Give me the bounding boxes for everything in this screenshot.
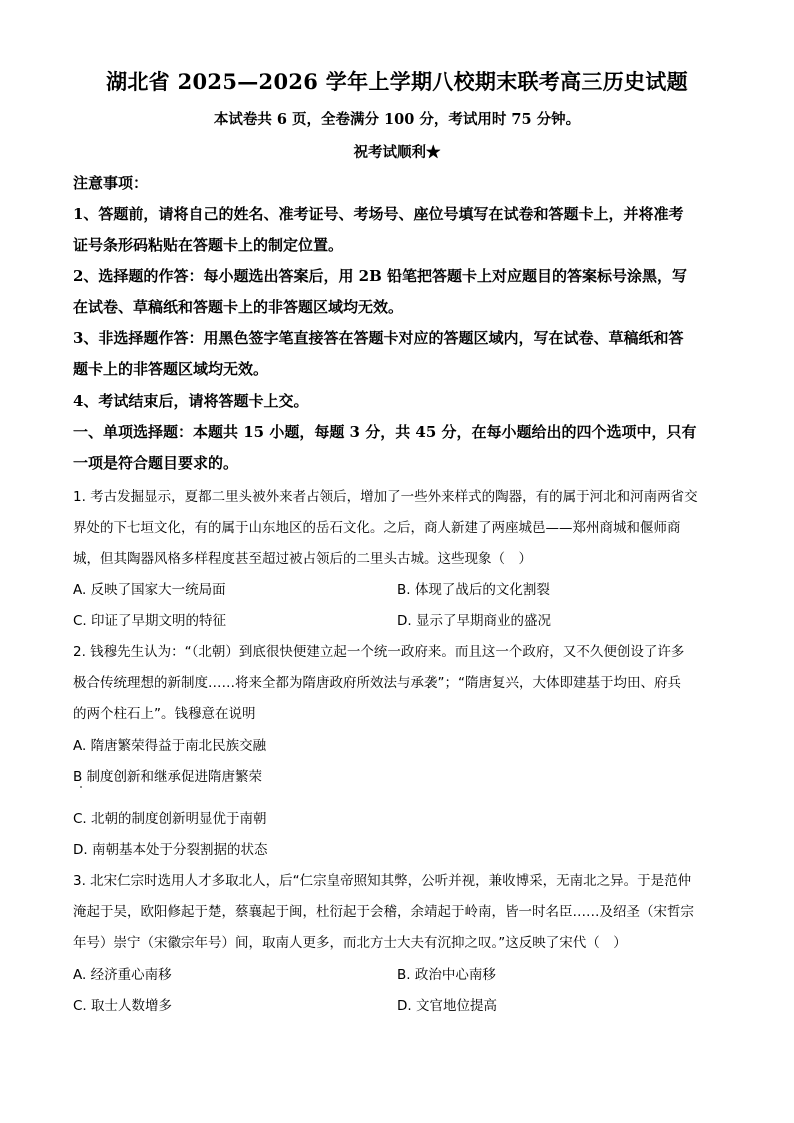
question-1-stem: 城，但其陶器风格多样程度甚至超过被占领后的二里头古城。这些现象（ ） xyxy=(73,551,532,567)
notice-line: 2、选择题的作答：每小题选出答案后，用 2B 铅笔把答题卡上对应题目的答案标号涂黑，写 xyxy=(73,267,688,285)
question-3-stem: 3. 北宋仁宗时选用人才多取北人，后“仁宗皇帝照知其弊，公听并视，兼收博采，无南北之异。于是范仲 xyxy=(73,873,692,889)
section-heading: 一、单项选择题：本题共 15 小题，每题 3 分，共 45 分，在每小题给出的四个选项中，只有 xyxy=(73,423,697,441)
question-1-option-c: C. 印证了早期文明的特征 xyxy=(73,613,227,629)
question-2-stem: 2. 钱穆先生认为：“（北朝）到底很快便建立起一个统一政府来。而且这一个政府，又不久便创设了许多 xyxy=(73,644,685,660)
notice-line: 3、非选择题作答：用黑色签字笔直接答在答题卡对应的答题区域内，写在试卷、草稿纸和答 xyxy=(73,329,684,347)
question-2-stem: 的两个柱石上”。钱穆意在说明 xyxy=(73,706,256,722)
question-1-stem: 1. 考古发掘显示，夏都二里头被外来者占领后，增加了一些外来样式的陶器，有的属于河北和河南两省交 xyxy=(73,489,698,505)
good-luck-line: 祝考试顺利★ xyxy=(353,144,441,161)
question-3-option-d: D. 文官地位提高 xyxy=(397,998,497,1014)
question-3-option-a: A. 经济重心南移 xyxy=(73,967,172,983)
question-2-stem: 极合传统理想的新制度……将来全都为隋唐政府所效法与承袭”；“隋唐复兴，大体即建基于均田、府兵 xyxy=(73,675,681,691)
question-2-option-d: D. 南朝基本处于分裂割据的状态 xyxy=(73,842,268,858)
page-title: 湖北省 2025—2026 学年上学期八校期末联考高三历史试题 xyxy=(106,69,688,94)
notice-line: 4、考试结束后，请将答题卡上交。 xyxy=(73,392,309,410)
question-3-stem: 淹起于吴，欧阳修起于楚，蔡襄起于闽，杜衍起于会稽，余靖起于岭南，皆一时名臣……及绍圣（宋哲宗 xyxy=(73,904,694,920)
section-heading: 一项是符合题目要求的。 xyxy=(73,454,239,472)
notice-heading: 注意事项： xyxy=(73,174,149,192)
notice-line: 证号条形码粘贴在答题卡上的制定位置。 xyxy=(73,236,344,254)
question-1-option-d: D. 显示了早期商业的盛况 xyxy=(397,613,551,629)
question-2-option-a: A. 隋唐繁荣得益于南北民族交融 xyxy=(73,738,267,754)
question-1-option-a: A. 反映了国家大一统局面 xyxy=(73,582,226,598)
notice-line: 题卡上的非答题区域均无效。 xyxy=(73,360,269,378)
question-1-stem: 界处的下七垣文化，有的属于山东地区的岳石文化。之后，商人新建了两座城邑——郑州商城和偃师商 xyxy=(73,520,681,536)
notice-line: 1、答题前，请将自己的姓名、准考证号、考场号、座位号填写在试卷和答题卡上，并将准考 xyxy=(73,205,684,223)
question-2-option-c: C. 北朝的制度创新明显优于南朝 xyxy=(73,811,267,827)
stray-dot xyxy=(80,786,82,788)
question-3-option-b: B. 政治中心南移 xyxy=(397,967,496,983)
question-3-option-c: C. 取士人数增多 xyxy=(73,998,173,1014)
notice-line: 在试卷、草稿纸和答题卡上的非答题区域均无效。 xyxy=(73,298,404,316)
question-3-stem: 年号）崇宁（宋徽宗年号）间，取南人更多，而北方士大夫有沉抑之叹。”这反映了宋代（ ） xyxy=(73,935,627,951)
question-2-option-b: B 制度创新和继承促进隋唐繁荣 xyxy=(73,769,263,785)
question-1-option-b: B. 体现了战后的文化割裂 xyxy=(397,582,550,598)
exam-info: 本试卷共 6 页，全卷满分 100 分，考试用时 75 分钟。 xyxy=(213,111,581,128)
